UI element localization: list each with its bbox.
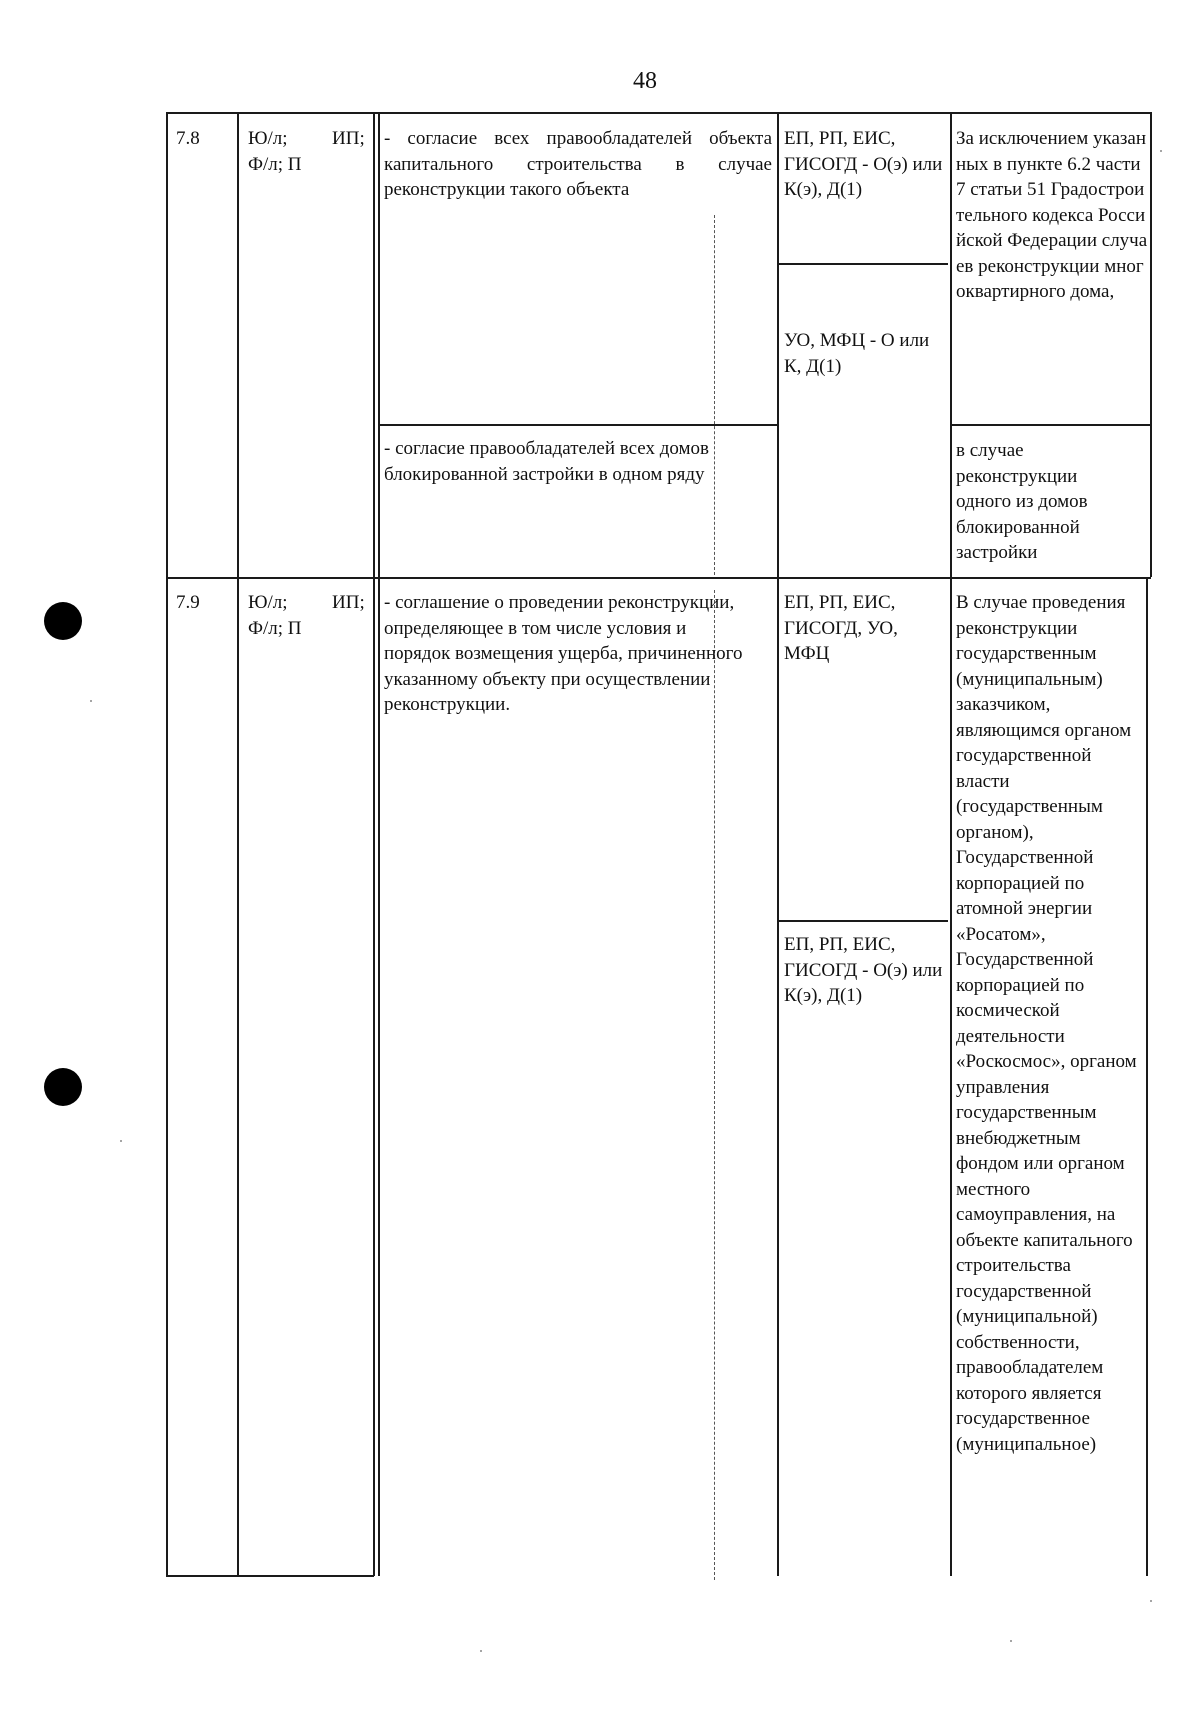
scan-speck bbox=[1150, 1600, 1152, 1602]
column-divider bbox=[378, 112, 380, 1576]
document-requirement: - согласие правообладателей всех домов блокированной застройки в одном ряду bbox=[384, 438, 710, 485]
note: в случае реконструкции одного из домов блокированной застройки bbox=[956, 440, 1088, 563]
submission-channels: ЕП, РП, ЕИС, ГИСОГД - О(э) или К(э), Д(1) bbox=[784, 128, 943, 200]
scan-speck bbox=[1010, 1640, 1012, 1642]
punch-hole bbox=[44, 1068, 82, 1106]
scan-speck bbox=[480, 1650, 482, 1652]
scan-artifact-line bbox=[714, 590, 715, 1580]
applicant-type: Ф/л; П bbox=[248, 154, 302, 175]
column-divider bbox=[373, 112, 375, 1576]
scan-artifact-line bbox=[714, 215, 715, 575]
cell-divider bbox=[378, 424, 778, 426]
row-number: 7.9 bbox=[176, 592, 200, 613]
scan-speck bbox=[1160, 150, 1162, 152]
table-border-bottom bbox=[166, 1575, 374, 1577]
applicant-type: Ф/л; П bbox=[248, 618, 302, 639]
column-divider bbox=[950, 112, 952, 1576]
punch-hole bbox=[44, 602, 82, 640]
submission-channels: УО, МФЦ - О или К, Д(1) bbox=[784, 330, 930, 377]
document-requirement: - соглашение о проведении реконструкции, определяющее в том числе условия и порядок возмещения ущерба, причиненного указанному объекту при осуществлении реконструкции. bbox=[384, 592, 743, 715]
submission-channels: ЕП, РП, ЕИС, ГИСОГД - О(э) или К(э), Д(1) bbox=[784, 934, 943, 1006]
note: В случае проведения реконструкции государственным (муниципальным) заказчиком, являющимся органом государственной власти (государственным органом), Государственной корпорацией по атомной энергии «Росатом», Государственной корпорацией по космической деятельности «Роскосмос», органом управления государственным внебюджетным фондом или органом местного самоуправления, на объекте капитального строительства государственной (муниципальной) собственности, правообладателем которого является государственное (муниципальное) bbox=[956, 592, 1137, 1455]
column-divider bbox=[777, 112, 779, 1576]
applicant-type: ИП; bbox=[332, 128, 365, 149]
applicant-type: ИП; bbox=[332, 592, 365, 613]
table-border-right bbox=[1150, 112, 1152, 577]
table-row-divider bbox=[166, 577, 1151, 579]
row-number: 7.8 bbox=[176, 128, 200, 149]
cell-divider bbox=[950, 424, 1151, 426]
table-border-right bbox=[1146, 577, 1148, 1576]
page-number: 48 bbox=[633, 68, 657, 94]
applicant-type: Ю/л; bbox=[248, 592, 288, 613]
applicant-type: Ю/л; bbox=[248, 128, 288, 149]
scan-speck bbox=[120, 1140, 122, 1142]
table-border-left bbox=[166, 112, 168, 1576]
cell-divider bbox=[778, 920, 948, 922]
column-divider bbox=[237, 112, 239, 1576]
submission-channels: ЕП, РП, ЕИС, ГИСОГД, УО, МФЦ bbox=[784, 592, 898, 664]
note: За исключением указанных в пункте 6.2 части 7 статьи 51 Градостроительного кодекса Российской Федерации случаев реконструкции многоквартирного дома, bbox=[956, 128, 1148, 302]
scan-speck bbox=[90, 700, 92, 702]
table-border-top bbox=[166, 112, 1151, 114]
cell-divider bbox=[778, 263, 948, 265]
document-requirement: - согласие всех правообладателей объекта капитального строительства в случае реконструкции такого объекта bbox=[384, 128, 772, 200]
